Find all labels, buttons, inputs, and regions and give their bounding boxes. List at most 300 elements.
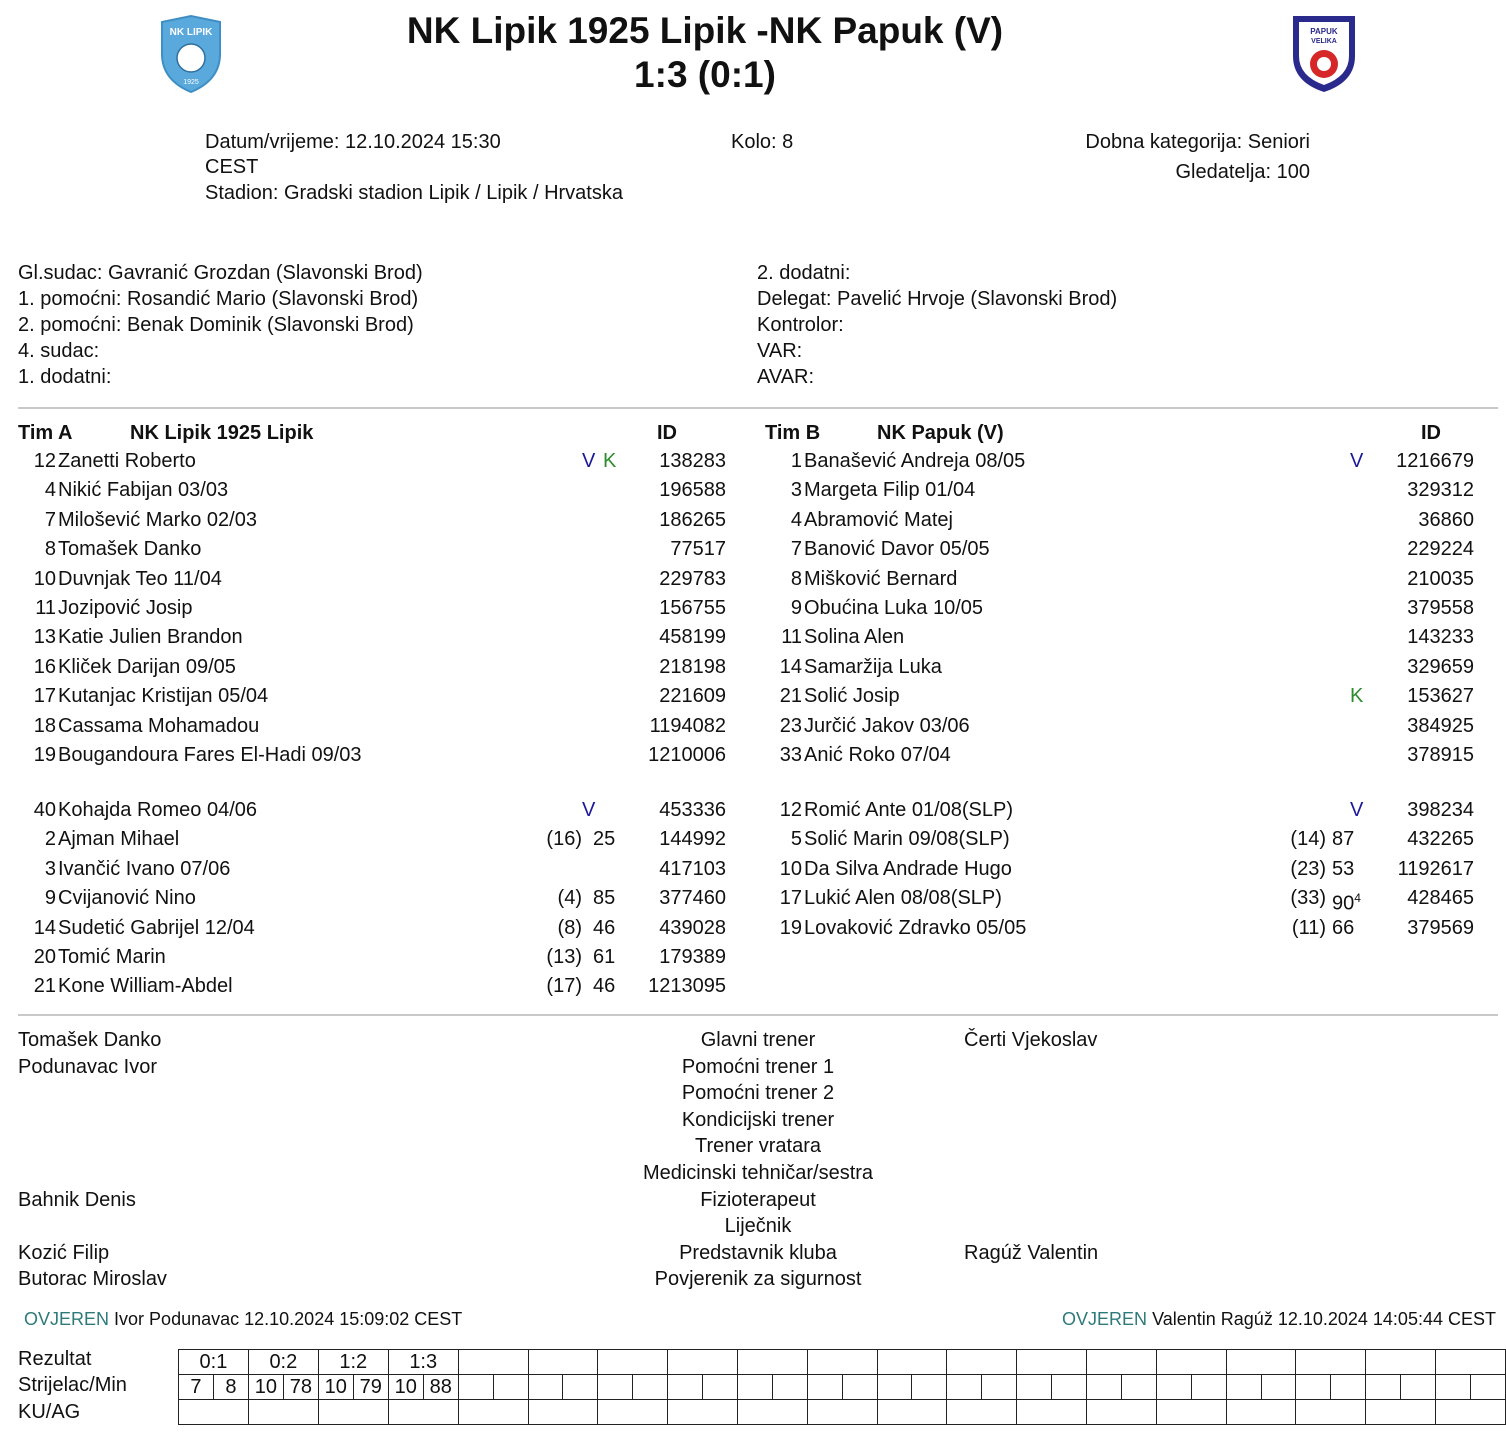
player-number: 11 [35, 597, 56, 619]
result-cell: 0:1 [179, 1350, 249, 1375]
score-label-ku: KU/AG [18, 1401, 81, 1423]
starter-row [18, 594, 758, 623]
scorer-number-cell [1436, 1375, 1471, 1400]
ku-ag-cell [668, 1400, 738, 1425]
player-number: 1 [790, 450, 802, 472]
goalkeeper-marker: V [582, 799, 596, 821]
player-id: 186265 [659, 508, 726, 531]
ku-ag-cell [318, 1400, 388, 1425]
substitution-minute: 46 [593, 975, 616, 998]
ku-ag-cell [458, 1400, 528, 1425]
player-id: 417103 [659, 857, 726, 880]
starter-row [764, 712, 1504, 741]
starter-row [18, 623, 758, 652]
captain-marker: K [1350, 685, 1364, 708]
player-number: 7 [790, 538, 802, 561]
player-name: Banović Davor 05/05 [804, 538, 990, 561]
player-number: 19 [779, 916, 802, 939]
result-cell [1436, 1350, 1506, 1375]
starter-row [18, 712, 758, 741]
scorer-number-cell: 7 [179, 1375, 214, 1400]
player-id: 378915 [1407, 744, 1474, 766]
player-number: 9 [44, 887, 56, 910]
scorer-number-cell [1366, 1375, 1401, 1400]
player-name: Solić Josip [804, 685, 900, 708]
scorer-number-cell [947, 1375, 982, 1400]
starter-row [18, 682, 758, 711]
scorer-minute-cell [1401, 1375, 1436, 1400]
staff-section [0, 1027, 1506, 1297]
player-name: Banašević Andreja 08/05 [804, 450, 1026, 472]
player-number: 10 [33, 567, 56, 590]
team-b-lineup [764, 447, 1504, 1007]
player-number: 4 [790, 508, 802, 531]
staff-away-name: Čerti Vjekoslav [964, 1029, 1098, 1051]
player-id: 229224 [1407, 538, 1474, 561]
scorer-number-cell [668, 1375, 703, 1400]
score-sheet-table [178, 1349, 1506, 1425]
substitution-minute: 61 [593, 946, 616, 968]
score-label-scorer: Strijelac/Min [18, 1374, 127, 1396]
substitute-row [18, 972, 758, 1001]
player-id: 384925 [1407, 714, 1474, 737]
player-id: 77517 [670, 538, 726, 561]
starter-row [764, 535, 1504, 564]
substitution-for: (13) [546, 946, 582, 968]
ku-ag-cell [947, 1400, 1017, 1425]
player-number: 16 [33, 655, 56, 678]
staff-role: Medicinski tehničar/sestra [642, 1162, 874, 1184]
scorer-number-cell [1296, 1375, 1331, 1400]
match-score: 1:3 (0:1) [634, 54, 776, 95]
player-name: Tomašek Danko [58, 538, 202, 561]
player-name: Jurčić Jakov 03/06 [804, 714, 970, 737]
verification-away-status: OVJEREN [1062, 1309, 1148, 1329]
result-cell [1296, 1350, 1366, 1375]
scorer-minute-cell [1331, 1375, 1366, 1400]
player-name: Tomić Marin [58, 946, 166, 968]
scorer-number-cell [1156, 1375, 1191, 1400]
player-number: 8 [790, 567, 802, 590]
player-number: 17 [33, 685, 56, 708]
player-id: 153627 [1407, 685, 1474, 708]
player-number: 10 [779, 857, 802, 880]
starter-row [764, 565, 1504, 594]
starter-row [764, 594, 1504, 623]
ku-ag-cell [248, 1400, 318, 1425]
player-id: 210035 [1407, 567, 1474, 590]
match-stadium: Stadion: Gradski stadion Lipik / Lipik / Hrvatska [205, 182, 623, 204]
ku-ag-cell [1226, 1400, 1296, 1425]
staff-home-name: Bahnik Denis [18, 1188, 136, 1211]
result-row [179, 1350, 1506, 1375]
scorer-number-cell: 10 [388, 1375, 423, 1400]
scorer-number-cell [807, 1375, 842, 1400]
staff-role: Fizioterapeut [700, 1188, 816, 1211]
scorer-minute-cell [1052, 1375, 1087, 1400]
official-additional-2: 2. dodatni: [757, 262, 851, 284]
player-id: 1210006 [648, 744, 726, 766]
scorer-number-cell: 10 [248, 1375, 283, 1400]
official-referee: Gl.sudac: Gavranić Grozdan (Slavonski Brod) [18, 262, 423, 284]
match-datetime: Datum/vrijeme: 12.10.2024 15:30 [205, 131, 501, 153]
team-a-lineup [18, 447, 758, 1007]
player-number: 11 [781, 626, 802, 649]
official-assistant-1: 1. pomoćni: Rosandić Mario (Slavonski Brod) [18, 288, 419, 310]
player-number: 4 [44, 479, 56, 502]
player-number: 13 [33, 626, 56, 649]
player-number: 20 [33, 946, 56, 968]
player-name: Kone William-Abdel [58, 975, 233, 998]
player-id: 218198 [659, 655, 726, 678]
staff-home-name: Tomašek Danko [18, 1029, 162, 1051]
goalkeeper-marker: V [1350, 450, 1364, 472]
result-cell [1017, 1350, 1087, 1375]
team-a-label: Tim A [18, 422, 73, 444]
ku-ag-cell [877, 1400, 947, 1425]
substitute-row [764, 884, 1504, 913]
player-name: Romić Ante 01/08(SLP) [804, 799, 1013, 821]
staff-home-name: Butorac Miroslav [18, 1268, 167, 1291]
scorer-minute-cell [633, 1375, 668, 1400]
scorer-minute-cell [912, 1375, 947, 1400]
player-number: 14 [33, 916, 56, 939]
substitution-minute: $90^4$ [1332, 891, 1361, 915]
player-number: 5 [790, 828, 802, 851]
player-name: Kutanjac Kristijan 05/04 [58, 685, 269, 708]
home-logo-year: 1925 [183, 79, 199, 86]
player-name: Jozipović Josip [58, 597, 193, 619]
ku-ag-row [179, 1400, 1506, 1425]
substitute-row [18, 855, 758, 884]
official-assistant-2: 2. pomoćni: Benak Dominik (Slavonski Brod) [18, 314, 414, 336]
result-cell [1156, 1350, 1226, 1375]
result-cell [528, 1350, 598, 1375]
substitute-row [764, 914, 1504, 943]
player-name: Lukić Alen 08/08(SLP) [804, 887, 1002, 910]
player-number: 12 [33, 450, 56, 472]
official-avar: AVAR: [757, 366, 815, 388]
player-number: 8 [44, 538, 56, 561]
player-name: Lovaković Zdravko 05/05 [804, 916, 1027, 939]
official-delegate: Delegat: Pavelić Hrvoje (Slavonski Brod) [757, 288, 1118, 310]
player-name: Kohajda Romeo 04/06 [58, 799, 258, 821]
ku-ag-cell [388, 1400, 458, 1425]
ku-ag-cell [528, 1400, 598, 1425]
starter-row [764, 653, 1504, 682]
substitution-for: (8) [557, 916, 582, 939]
ku-ag-cell [807, 1400, 877, 1425]
player-name: Nikić Fabijan 03/03 [58, 479, 229, 502]
player-id: 1194082 [649, 714, 726, 737]
scorer-minute-cell: 79 [353, 1375, 388, 1400]
scorer-number-cell [528, 1375, 563, 1400]
goalkeeper-marker: V [582, 450, 596, 472]
staff-role: Pomoćni trener 2 [681, 1082, 835, 1105]
scorer-number-cell: 10 [318, 1375, 353, 1400]
scorer-minute-cell: 88 [423, 1375, 458, 1400]
substitution-for: (14) [1290, 828, 1326, 851]
team-a-name: NK Lipik 1925 Lipik [130, 422, 314, 444]
result-cell [947, 1350, 1017, 1375]
scorer-number-cell [737, 1375, 772, 1400]
match-timezone: CEST [205, 156, 259, 178]
official-var: VAR: [757, 340, 803, 362]
player-number: 21 [779, 685, 802, 708]
result-cell: 1:2 [318, 1350, 388, 1375]
starter-row [18, 653, 758, 682]
player-id: 179389 [659, 946, 726, 968]
player-name: Abramović Matej [804, 508, 953, 531]
scorer-number-cell [1087, 1375, 1122, 1400]
player-id: 156755 [659, 597, 726, 619]
ku-ag-cell [1156, 1400, 1226, 1425]
player-id: 1213095 [648, 975, 726, 998]
starter-row [764, 741, 1504, 770]
ku-ag-cell [598, 1400, 668, 1425]
player-id: 36860 [1418, 508, 1474, 531]
staff-away-name: Ragúž Valentin [964, 1241, 1099, 1264]
player-id: 377460 [659, 887, 726, 910]
player-name: Sudetić Gabrijel 12/04 [58, 916, 255, 939]
scorer-number-cell [598, 1375, 633, 1400]
starter-row [764, 447, 1504, 476]
staff-home-name: Kozić Filip [18, 1241, 110, 1264]
scorer-minute-cell: 78 [283, 1375, 318, 1400]
scorer-minute-cell [703, 1375, 738, 1400]
goalkeeper-marker: V [1350, 799, 1364, 821]
substitute-row [764, 796, 1504, 825]
player-id: 138283 [659, 450, 726, 472]
substitution-minute-extra: 4 [1354, 891, 1361, 906]
starter-row [764, 506, 1504, 535]
player-name: Solina Alen [804, 626, 905, 649]
result-cell [1087, 1350, 1157, 1375]
substitute-row [764, 855, 1504, 884]
player-number: 40 [33, 799, 56, 821]
player-name: Da Silva Andrade Hugo [804, 857, 1012, 880]
official-additional-1: 1. dodatni: [18, 366, 112, 388]
substitution-for: (23) [1290, 857, 1326, 880]
verification-away [1062, 1307, 1496, 1331]
staff-role: Trener vratara [695, 1135, 821, 1158]
player-number: 23 [779, 714, 802, 737]
scorer-minute-cell [1121, 1375, 1156, 1400]
player-name: Anić Roko 07/04 [804, 744, 951, 766]
player-number: 18 [33, 714, 56, 737]
substitute-row [18, 825, 758, 854]
result-cell [598, 1350, 668, 1375]
substitution-for: (4) [557, 887, 582, 910]
divider [18, 1014, 1498, 1016]
starter-row [18, 535, 758, 564]
staff-role: Predstavnik kluba [679, 1241, 837, 1264]
result-cell: 0:2 [248, 1350, 318, 1375]
scorer-number-cell [1226, 1375, 1261, 1400]
player-id: 379569 [1407, 916, 1474, 939]
player-name: Cvijanović Nino [58, 887, 196, 910]
result-cell [807, 1350, 877, 1375]
substitution-minute: 87 [1332, 828, 1355, 851]
starter-row [764, 623, 1504, 652]
verification-home-status: OVJEREN [24, 1309, 110, 1329]
scorer-minute-cell [982, 1375, 1017, 1400]
ku-ag-cell [179, 1400, 249, 1425]
player-id: 329312 [1407, 479, 1474, 502]
substitution-minute: 25 [593, 828, 616, 851]
official-fourth: 4. sudac: [18, 340, 100, 362]
officials-right [757, 260, 1117, 390]
substitute-row [764, 825, 1504, 854]
ku-ag-cell [1087, 1400, 1157, 1425]
player-id: 229783 [659, 567, 726, 590]
player-name: Solić Marin 09/08(SLP) [804, 828, 1010, 851]
player-number: 7 [44, 508, 56, 531]
player-id: 432265 [1407, 828, 1474, 851]
player-name: Zanetti Roberto [58, 450, 196, 472]
player-number: 12 [779, 799, 802, 821]
verification-home-text: Ivor Podunavac 12.10.2024 15:09:02 CEST [114, 1309, 463, 1329]
ku-ag-cell [1296, 1400, 1366, 1425]
substitution-minute: 85 [593, 887, 616, 910]
result-cell [1226, 1350, 1296, 1375]
player-id: 458199 [659, 626, 726, 649]
player-id: 398234 [1407, 799, 1474, 821]
verification-away-text: Valentin Ragúž 12.10.2024 14:05:44 CEST [1152, 1309, 1496, 1329]
player-name: Ajman Mihael [58, 828, 180, 851]
player-number: 9 [790, 597, 802, 619]
team-b-name: NK Papuk (V) [877, 422, 1004, 444]
player-number: 21 [33, 975, 56, 998]
spectators: Gledatelja: 100 [1175, 161, 1310, 183]
starter-row [764, 682, 1504, 711]
captain-marker: K [603, 450, 617, 472]
starter-row [18, 476, 758, 505]
match-title: NK Lipik 1925 Lipik -NK Papuk (V) [406, 10, 1004, 51]
player-id: 1192617 [1397, 857, 1474, 880]
substitution-for: (33) [1290, 887, 1326, 910]
ku-ag-cell [1017, 1400, 1087, 1425]
player-number: 33 [779, 744, 802, 766]
player-id: 196588 [659, 479, 726, 502]
player-id: 428465 [1407, 887, 1474, 910]
player-number: 19 [33, 744, 56, 766]
scorer-number-cell [877, 1375, 912, 1400]
ku-ag-cell [1366, 1400, 1436, 1425]
player-number: 2 [44, 828, 56, 851]
staff-role: Kondicijski trener [681, 1108, 835, 1131]
staff-role: Pomoćni trener 1 [681, 1055, 835, 1078]
player-id: 379558 [1407, 597, 1474, 619]
verification-home [24, 1307, 462, 1331]
scorer-minute-cell [1261, 1375, 1296, 1400]
starter-row [18, 506, 758, 535]
player-name: Milošević Marko 02/03 [58, 508, 257, 531]
player-name: Ivančić Ivano 07/06 [58, 857, 231, 880]
substitute-row [18, 796, 758, 825]
starter-row [18, 447, 758, 476]
age-category: Dobna kategorija: Seniori [1085, 131, 1310, 153]
scorer-minute-cell [493, 1375, 528, 1400]
player-name: Kliček Darijan 09/05 [58, 655, 236, 678]
substitute-row [18, 914, 758, 943]
staff-home-name: Podunavac Ivor [18, 1055, 157, 1078]
player-id: 439028 [659, 916, 726, 939]
substitution-minute: 46 [593, 916, 616, 939]
player-number: 17 [779, 887, 802, 910]
player-number: 3 [44, 857, 56, 880]
team-b-label: Tim B [765, 422, 821, 444]
staff-role: Glavni trener [700, 1029, 816, 1051]
player-id: 221609 [659, 685, 726, 708]
starter-row [18, 565, 758, 594]
scorer-minute-cell [842, 1375, 877, 1400]
substitution-minute: 53 [1332, 857, 1355, 880]
score-label-result: Rezultat [18, 1348, 92, 1370]
team-b-id-header: ID [1421, 422, 1441, 444]
player-name: Cassama Mohamadou [58, 714, 260, 737]
player-name: Obućina Luka 10/05 [804, 597, 984, 619]
player-name: Duvnjak Teo 11/04 [58, 567, 222, 590]
scorer-minute-cell [563, 1375, 598, 1400]
result-cell [1366, 1350, 1436, 1375]
player-id: 1216679 [1396, 450, 1474, 472]
scorer-minute-cell [1191, 1375, 1226, 1400]
result-cell [668, 1350, 738, 1375]
starter-row [764, 476, 1504, 505]
scorer-minute-cell [1470, 1375, 1505, 1400]
divider [18, 407, 1498, 409]
player-id: 144992 [659, 828, 726, 851]
player-name: Katie Julien Brandon [58, 626, 243, 649]
home-logo-text: NK LIPIK [169, 27, 213, 38]
away-logo-text-top: PAPUK [1310, 27, 1338, 36]
substitution-minute: 66 [1332, 916, 1355, 939]
scorer-number-cell [458, 1375, 493, 1400]
substitute-row [18, 943, 758, 972]
result-cell [737, 1350, 807, 1375]
player-id: 329659 [1407, 655, 1474, 678]
scorer-minute-cell: 8 [213, 1375, 248, 1400]
scorer-number-cell [1017, 1375, 1052, 1400]
player-id: 453336 [659, 799, 726, 821]
player-name: Samaržija Luka [804, 655, 942, 678]
official-controller: Kontrolor: [757, 314, 844, 336]
player-number: 14 [779, 655, 802, 678]
ku-ag-cell [737, 1400, 807, 1425]
match-round: Kolo: 8 [731, 131, 794, 153]
player-name: Margeta Filip 01/04 [804, 479, 976, 502]
scorer-minute-cell [772, 1375, 807, 1400]
player-name: Mišković Bernard [804, 567, 958, 590]
scorer-row [179, 1375, 1506, 1400]
officials-left [18, 260, 423, 390]
substitution-for: (11) [1291, 916, 1326, 939]
result-cell [877, 1350, 947, 1375]
player-number: 3 [790, 479, 802, 502]
result-cell [458, 1350, 528, 1375]
team-a-id-header: ID [657, 422, 677, 444]
ku-ag-cell [1436, 1400, 1506, 1425]
substitution-for: (17) [546, 975, 582, 998]
staff-role: Povjerenik za sigurnost [654, 1268, 862, 1291]
starter-row [18, 741, 758, 770]
player-name: Bougandoura Fares El-Hadi 09/03 [58, 744, 362, 766]
staff-role: Liječnik [724, 1215, 792, 1238]
substitute-row [18, 884, 758, 913]
player-id: 143233 [1407, 626, 1474, 649]
result-cell: 1:3 [388, 1350, 458, 1375]
